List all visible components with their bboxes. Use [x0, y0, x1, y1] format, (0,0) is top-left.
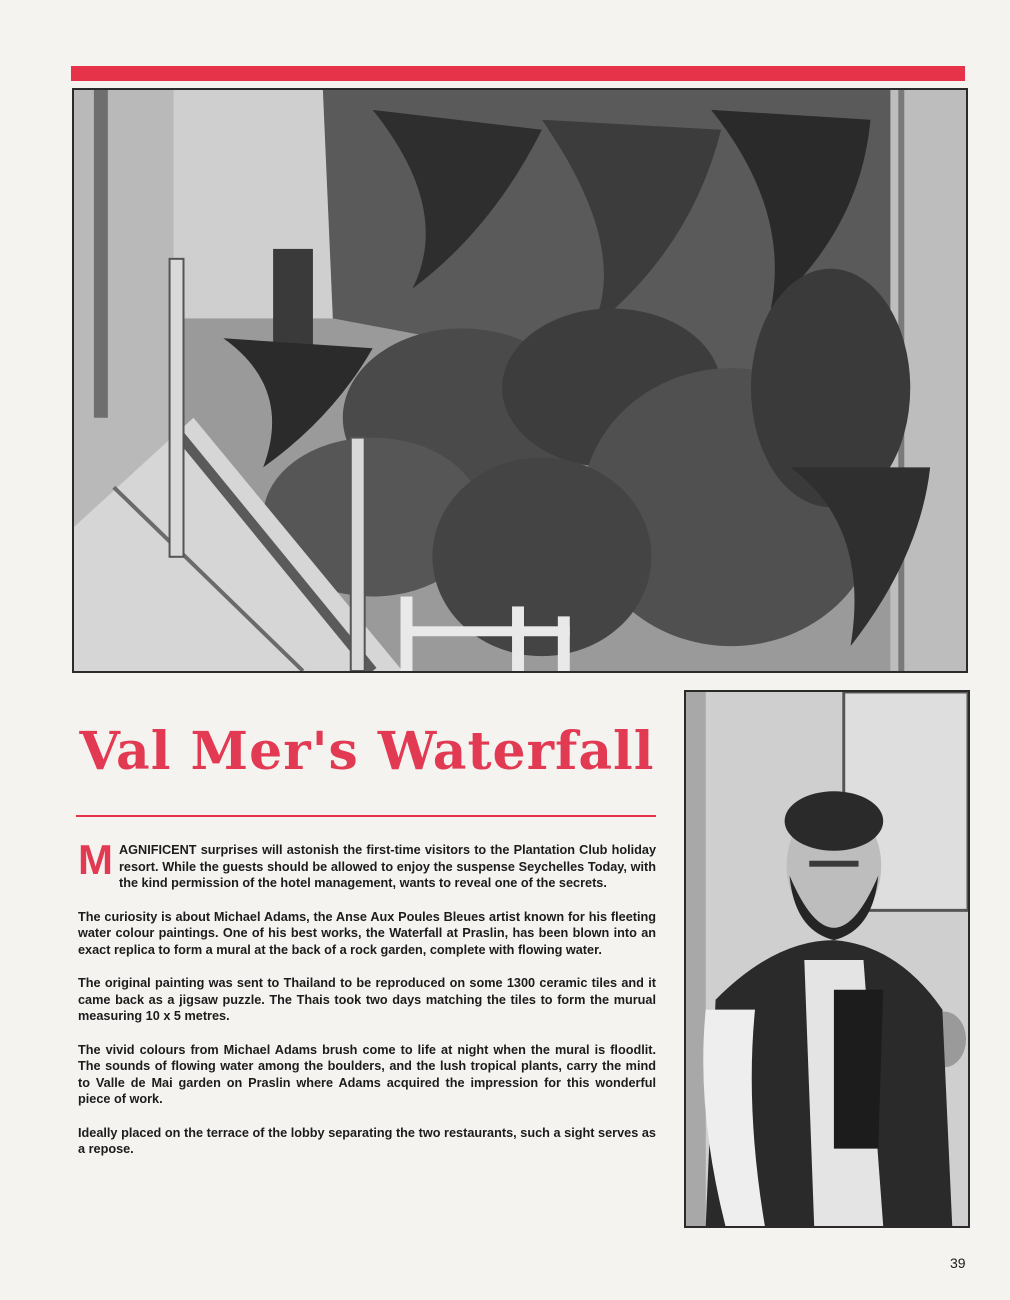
title-rule — [76, 815, 656, 817]
page-number: 39 — [950, 1255, 966, 1271]
body-paragraph: Ideally placed on the terrace of the lobby separating the two restaurants, such a sight serves as a repose. — [78, 1125, 656, 1156]
body-paragraph: The curiosity is about Michael Adams, the Anse Aux Poules Bleues artist known for his fleeting water colour paintings. One of his best works, the Waterfall at Praslin, has been blown into an exact replica to form a mural at the back of a rock garden, complete with flowing water. — [78, 909, 656, 957]
top-accent-bar — [71, 66, 965, 81]
body-paragraph: The vivid colours from Michael Adams brush come to life at night when the mural is floodlit. The sounds of flowing water among the boulders, and the lush tropical plants, carry the mind to Valle de Mai garden on Praslin where Adams acquired the impression for this wonderful piece of work. — [78, 1042, 656, 1106]
article-body — [78, 836, 656, 1175]
body-paragraph: The original painting was sent to Thailand to be reproduced on some 1300 ceramic tiles and it came back as a jigsaw puzzle. The Thais took two days matching the tiles to form the murual measuring 10 x 5 metres. — [78, 976, 656, 1023]
article-title: Val Mer's Waterfall — [79, 721, 655, 782]
waterfall-rock-garden-photo — [72, 88, 968, 673]
artist-portrait-photo — [684, 690, 970, 1228]
lead-paragraph — [78, 836, 656, 892]
drop-cap: M — [78, 836, 113, 883]
lead-text: AGNIFICENT surprises will astonish the first-time visitors to the Plantation Club holiday resort. While the guests should be allowed to enjoy the suspense Seychelles Today, with the kind permission of the hotel management, wants to reveal one of the secrets. — [119, 843, 656, 890]
